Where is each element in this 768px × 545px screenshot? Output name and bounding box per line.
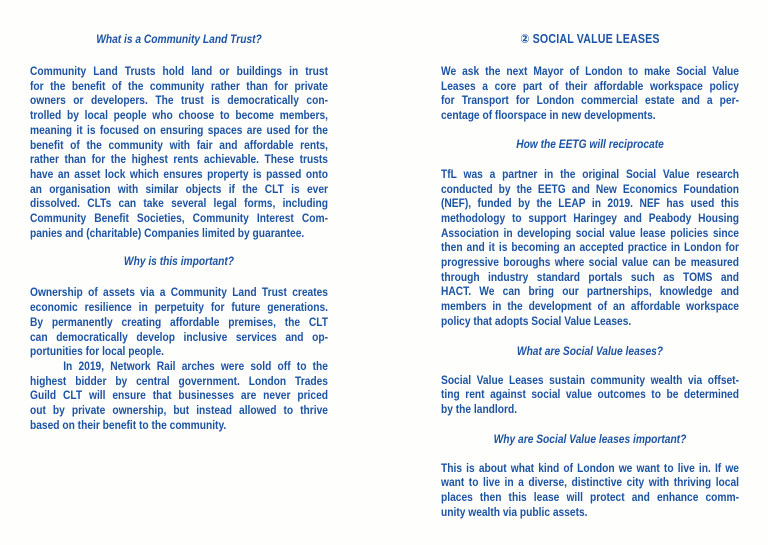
text-line: unity wealth via public assets. [441,504,588,519]
heading-what-is-a-community-land-trust: What is a Community Land Trust? [96,32,262,46]
text-line: by the landlord. [441,401,518,416]
paragraph-network-rail-arches [30,359,328,433]
text-line: Leases a core part of their affordable workspace policy [441,78,739,93]
text-line: meaning it is focused on ensuring spaces are used for the [30,122,328,137]
text-line: economic resilience in perpetuity for future generations. [30,300,328,315]
text-line: benefit of the community with fair and affordable rents, [30,137,328,152]
text-line: Social Value Leases sustain community wealth via offset- [441,372,739,387]
text-line: through industry standard portals such as TOMS and [441,269,739,284]
text-line: panies and (charitable) Companies limited by guarantee. [30,225,305,240]
text-line: portunities for local people. [30,344,164,359]
text-line: an organisation with similar objects if the CLT is ever [30,181,328,196]
heading-what-are-social-value-leases: What are Social Value leases? [516,343,664,358]
text-line: have an asset lock which ensures property is passed onto [30,166,328,181]
text-line: ting rent against social value outcomes to be determined [441,387,739,402]
text-line: (NEF), funded by the LEAP in 2019. NEF has used this [441,196,739,211]
text-line: HACT. We can bring our partnerships, knowledge and [441,284,739,299]
text-line: Guild CLT will ensure that businesses are never priced [30,388,328,403]
text-line: Association in developing social value lease policies since [441,225,739,240]
text-line: methodology to support Haringey and Peabody Housing [441,210,739,225]
text-line: By permanently creating affordable premises, the CLT [30,314,328,329]
text-line: TfL was a partner in the original Social Value research [441,166,739,181]
text-line: highest bidder by central government. London Trades [30,373,328,388]
text-line: Ownership of assets via a Community Land Trust creates [30,285,328,300]
text-line: owners or developers. The trust is democratically con- [30,93,328,108]
text-line: can democratically develop inclusive services and op- [30,329,328,344]
text-line: This is about what kind of London we want to live in. If we [441,460,739,475]
paragraph-clt-definition [30,64,328,240]
text-line: trolled by local people who choose to become members, [30,108,328,123]
text-line: In 2019, Network Rail arches were sold off to the [63,358,328,373]
heading-why-are-social-value-leases-important: Why are Social Value leases important? [493,431,687,446]
right-page [441,0,768,519]
paragraph-kind-of-london [441,461,739,520]
paragraph-ownership-of-assets [30,285,328,359]
text-line: progressive boroughs where social value can be measured [441,255,739,270]
text-line: We ask the next Mayor of London to make Social Value [441,64,739,78]
text-line: Community Benefit Societies, Community Interest Com- [30,211,328,226]
text-line: want to live in a diverse, distinctive city with thriving local [441,475,739,490]
text-line: conducted by the EETG and New Economics Foundation [441,181,739,196]
left-page-text-block [30,32,328,432]
text-line: places then this lease will protect and enhance comm- [441,490,739,505]
text-line: policy that adopts Social Value Leases. [441,313,632,328]
text-line: for Transport for London commercial estate and a per- [441,93,739,108]
text-line: centage of floorspace in new developments. [441,108,656,123]
heading-how-the-eetg-will-reciprocate: How the EETG will reciprocate [516,136,664,151]
paragraph-tfl-partner-research [441,167,739,329]
text-line: Community Land Trusts hold land or buildings in trust [30,64,328,78]
heading-social-value-leases: ② SOCIAL VALUE LEASES [520,32,660,46]
text-line: rather than for the highest rents achievable. These trusts [30,152,328,167]
paragraph-ask-next-mayor [441,64,739,123]
paragraph-social-value-leases-definition [441,373,739,417]
text-line: then and it is becoming an accepted practice in London for [441,240,739,255]
text-line: for the benefit of the community rather than for private [30,78,328,93]
text-line: dissolved. CLTs can take several legal forms, including [30,196,328,211]
text-line: members in the development of an affordable workspace [441,299,739,314]
heading-why-is-this-important: Why is this important? [123,254,235,269]
text-line: out by private ownership, but instead allowed to thrive [30,403,328,418]
left-page [30,0,380,432]
text-line: based on their benefit to the community. [30,417,227,432]
right-page-text-block [441,32,739,519]
